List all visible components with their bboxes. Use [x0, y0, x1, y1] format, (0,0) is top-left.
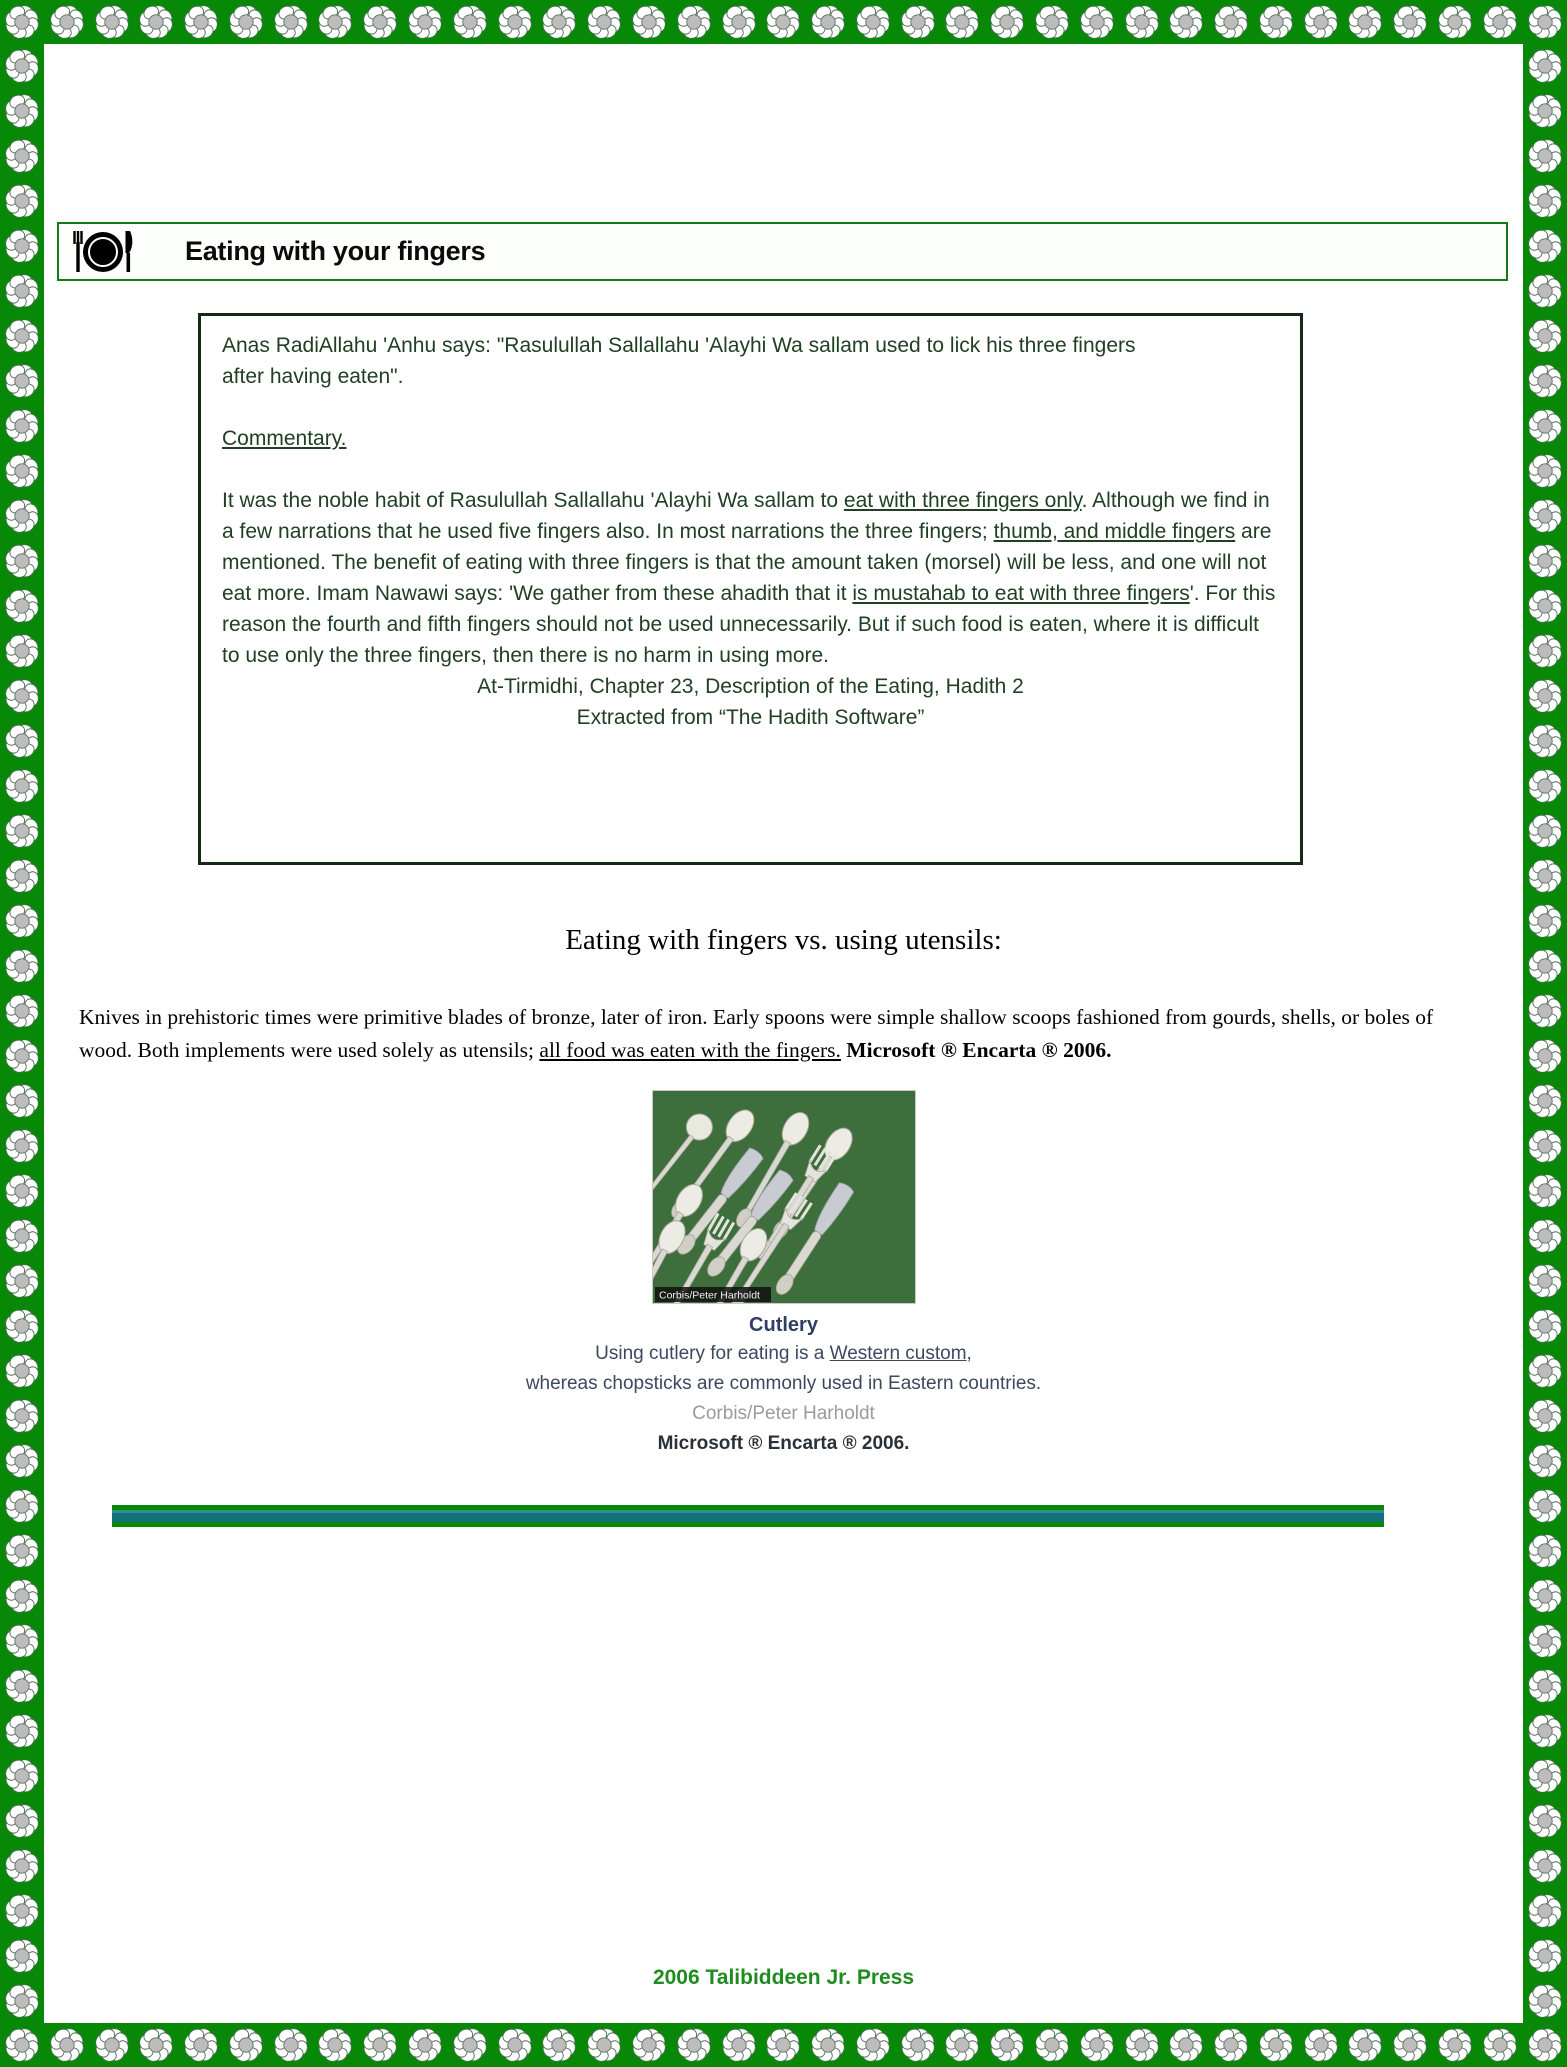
flower-icon: [1525, 1531, 1565, 1571]
flower-icon: [898, 2025, 938, 2065]
flower-icon: [2, 1486, 42, 1526]
flower-icon: [1032, 2, 1072, 42]
figure-title: Cutlery: [749, 1314, 818, 1336]
flower-icon: [674, 2025, 714, 2065]
flower-icon: [1525, 1666, 1565, 1706]
decorative-border-top: [0, 0, 1567, 44]
flower-icon: [450, 2, 490, 42]
flower-icon: [2, 271, 42, 311]
flower-icon: [942, 2025, 982, 2065]
flower-icon: [2, 766, 42, 806]
text-segment: is mustahab to eat with three fingers: [852, 582, 1190, 605]
flower-icon: [1301, 2, 1341, 42]
flower-icon: [1525, 721, 1565, 761]
flower-icon: [1525, 1846, 1565, 1886]
flower-icon: [1345, 2, 1385, 42]
flower-icon: [1525, 1801, 1565, 1841]
flower-icon: [987, 2, 1027, 42]
flower-icon: [2, 46, 42, 86]
section-divider: [112, 1505, 1384, 1527]
flower-icon: [2, 91, 42, 131]
flower-icon: [1211, 2025, 1251, 2065]
flower-icon: [2, 1711, 42, 1751]
flower-icon: [1345, 2025, 1385, 2065]
text-segment: It was the noble habit of Rasulullah Sallallahu 'Alayhi Wa sallam to: [222, 489, 844, 512]
text-segment: all food was eaten with the fingers.: [539, 1038, 841, 1062]
text-segment: '. For this reason the fourth and fifth fingers should not be used unnecessarily. But if such food is eaten, where it is difficult to use only the three fingers, then there is no harm in using more.: [222, 582, 1276, 667]
footer-credit: 2006 Talibiddeen Jr. Press: [652, 1966, 915, 1989]
flower-icon: [1525, 1126, 1565, 1166]
page-title: Eating with your fingers: [185, 236, 486, 266]
flower-icon: [2, 991, 42, 1031]
flower-icon: [271, 2, 311, 42]
text-segment: Microsoft ® Encarta ® 2006.: [846, 1038, 1112, 1062]
flower-icon: [2, 181, 42, 221]
flower-icon: [2, 136, 42, 176]
flower-icon: [1525, 1441, 1565, 1481]
flower-icon: [1077, 2, 1117, 42]
flower-icon: [1211, 2, 1251, 42]
flower-icon: [1525, 1351, 1565, 1391]
flower-icon: [1525, 1081, 1565, 1121]
flower-icon: [1525, 991, 1565, 1031]
flower-icon: [2, 1666, 42, 1706]
caption-line-2: whereas chopsticks are commonly used in Eastern countries.: [525, 1373, 1042, 1394]
flower-icon: [763, 2025, 803, 2065]
flower-icon: [47, 2, 87, 42]
flower-icon: [1525, 406, 1565, 446]
flower-icon: [1525, 541, 1565, 581]
flower-icon: [2, 1171, 42, 1211]
flower-icon: [1525, 181, 1565, 221]
text-segment: thumb, and middle fingers: [993, 520, 1236, 543]
flower-icon: [1525, 1171, 1565, 1211]
figure-source: Microsoft ® Encarta ® 2006.: [657, 1433, 910, 1454]
flower-icon: [1480, 2, 1520, 42]
flower-icon: [2, 1261, 42, 1301]
flower-icon: [1525, 856, 1565, 896]
flower-icon: [1525, 811, 1565, 851]
flower-icon: [2, 1801, 42, 1841]
flower-icon: [47, 2025, 87, 2065]
flower-icon: [181, 2025, 221, 2065]
flower-icon: [629, 2, 669, 42]
flower-icon: [584, 2025, 624, 2065]
flower-icon: [1480, 2025, 1520, 2065]
flower-icon: [2, 811, 42, 851]
flower-icon: [2, 1576, 42, 1616]
flower-icon: [1525, 631, 1565, 671]
flower-icon: [1525, 451, 1565, 491]
flower-icon: [1166, 2, 1206, 42]
flower-icon: [1301, 2025, 1341, 2065]
flower-icon: [719, 2025, 759, 2065]
flower-icon: [539, 2, 579, 42]
photo-watermark: Corbis/Peter Harholdt: [658, 1289, 760, 1302]
flower-icon: [226, 2025, 266, 2065]
flower-icon: [226, 2, 266, 42]
flower-icon: [2, 451, 42, 491]
flower-icon: [719, 2, 759, 42]
flower-icon: [2, 1396, 42, 1436]
text-segment: ,: [966, 1343, 972, 1364]
flower-icon: [2, 721, 42, 761]
flower-icon: [405, 2, 445, 42]
cutlery-figure: [44, 1090, 1523, 1459]
flower-icon: [450, 2025, 490, 2065]
flower-icon: [495, 2, 535, 42]
flower-icon: [1525, 1486, 1565, 1526]
flower-icon: [1525, 271, 1565, 311]
flower-icon: [315, 2, 355, 42]
flower-icon: [1525, 136, 1565, 176]
flower-icon: [360, 2, 400, 42]
flower-icon: [987, 2025, 1027, 2065]
flower-icon: [1525, 1756, 1565, 1796]
flower-icon: [1525, 1036, 1565, 1076]
flower-icon: [808, 2025, 848, 2065]
flower-icon: [1525, 1711, 1565, 1751]
flower-icon: [2, 316, 42, 356]
citation-line-2: Extracted from “The Hadith Software”: [576, 706, 925, 729]
flower-icon: [2, 1216, 42, 1256]
knives-paragraph: [79, 1001, 1491, 1067]
hadith-text: Anas RadiAllahu 'Anhu says: "Rasulullah Sallallahu 'Alayhi Wa sallam used to lick his three fingers after having eaten".: [222, 334, 1136, 388]
flower-icon: [1435, 2025, 1475, 2065]
flower-icon: [1256, 2025, 1296, 2065]
flower-icon: [2, 1081, 42, 1121]
citation-line-1: At-Tirmidhi, Chapter 23, Description of the Eating, Hadith 2: [477, 675, 1024, 698]
text-segment: eat with three fingers only: [843, 489, 1082, 512]
flower-icon: [674, 2, 714, 42]
flower-icon: [2, 856, 42, 896]
figure-credit: Corbis/Peter Harholdt: [692, 1403, 875, 1424]
flower-icon: [1525, 1891, 1565, 1931]
flower-icon: [1525, 1216, 1565, 1256]
flower-icon: [1525, 1306, 1565, 1346]
flower-icon: [1525, 1576, 1565, 1616]
flower-icon: [1525, 2025, 1565, 2065]
flower-icon: [2, 1531, 42, 1571]
flower-icon: [853, 2, 893, 42]
flower-icon: [1122, 2, 1162, 42]
flower-icon: [942, 2, 982, 42]
flower-icon: [2, 541, 42, 581]
flower-icon: [181, 2, 221, 42]
flower-icon: [1525, 46, 1565, 86]
flower-icon: [136, 2, 176, 42]
flower-icon: [2, 406, 42, 446]
flower-icon: [495, 2025, 535, 2065]
flower-icon: [2, 2, 42, 42]
flower-icon: [763, 2, 803, 42]
flower-icon: [2, 1126, 42, 1166]
flower-icon: [1525, 1261, 1565, 1301]
decorative-border-left: [0, 44, 44, 2023]
flower-icon: [1390, 2, 1430, 42]
flower-icon: [629, 2025, 669, 2065]
flower-icon: [136, 2025, 176, 2065]
flower-icon: [1525, 2, 1565, 42]
hadith-box: [198, 313, 1303, 865]
flower-icon: [1525, 676, 1565, 716]
flower-icon: [1166, 2025, 1206, 2065]
text-segment: are mentioned. The benefit of eating with three fingers is that the amount taken (morsel) will be less, and one will not eat more. Imam Nawawi says: 'We gather from these ahadith that it: [222, 520, 1272, 605]
decorative-border-bottom: [0, 2023, 1567, 2067]
flower-icon: [2, 226, 42, 266]
flower-icon: [92, 2, 132, 42]
text-segment: Knives in prehistoric times were primitive blades of bronze, later of iron. Early spoons were simple shallow scoops fashioned from gourds, shells, or boles of wood. Both implements were used solely as utensils;: [79, 1005, 1434, 1062]
flower-icon: [2, 361, 42, 401]
cutlery-photo: [652, 1090, 916, 1304]
decorative-border-right: [1523, 44, 1567, 2023]
flower-icon: [898, 2, 938, 42]
flower-icon: [2, 1351, 42, 1391]
header-banner: [57, 222, 1508, 281]
flower-icon: [1525, 766, 1565, 806]
flower-icon: [1525, 496, 1565, 536]
flower-icon: [1435, 2, 1475, 42]
flower-icon: [1122, 2025, 1162, 2065]
caption-line-1: [44, 1339, 1523, 1369]
flower-icon: [2, 676, 42, 716]
flower-icon: [1256, 2, 1296, 42]
flower-icon: [360, 2025, 400, 2065]
flower-icon: [92, 2025, 132, 2065]
flower-icon: [1525, 1621, 1565, 1661]
flower-icon: [1390, 2025, 1430, 2065]
flower-icon: [2, 1306, 42, 1346]
flower-icon: [539, 2025, 579, 2065]
flower-icon: [2, 1846, 42, 1886]
plate-fork-knife-icon: [70, 227, 135, 277]
commentary-label: Commentary.: [222, 427, 347, 450]
commentary-paragraph: [222, 485, 1279, 671]
text-segment: . Although we find in a few narrations that he used five fingers also. In most narrations the three fingers;: [222, 489, 1270, 543]
flower-icon: [853, 2025, 893, 2065]
flower-icon: [405, 2025, 445, 2065]
flower-icon: [808, 2, 848, 42]
flower-icon: [1525, 1396, 1565, 1436]
flower-icon: [315, 2025, 355, 2065]
section-heading: Eating with fingers vs. using utensils:: [565, 924, 1002, 956]
flower-icon: [1525, 91, 1565, 131]
flower-icon: [1032, 2025, 1072, 2065]
text-segment: Using cutlery for eating is a: [595, 1343, 830, 1364]
flower-icon: [2, 2025, 42, 2065]
flower-icon: [2, 1036, 42, 1076]
flower-icon: [2, 1891, 42, 1931]
flower-icon: [2, 1441, 42, 1481]
flower-icon: [2, 1621, 42, 1661]
flower-icon: [2, 1756, 42, 1796]
flower-icon: [2, 631, 42, 671]
flower-icon: [271, 2025, 311, 2065]
flower-icon: [1525, 226, 1565, 266]
text-segment: Western custom: [829, 1343, 967, 1364]
flower-icon: [2, 586, 42, 626]
flower-icon: [1077, 2025, 1117, 2065]
flower-icon: [1525, 361, 1565, 401]
flower-icon: [2, 496, 42, 536]
flower-icon: [584, 2, 624, 42]
flower-icon: [1525, 316, 1565, 356]
flower-icon: [1525, 586, 1565, 626]
